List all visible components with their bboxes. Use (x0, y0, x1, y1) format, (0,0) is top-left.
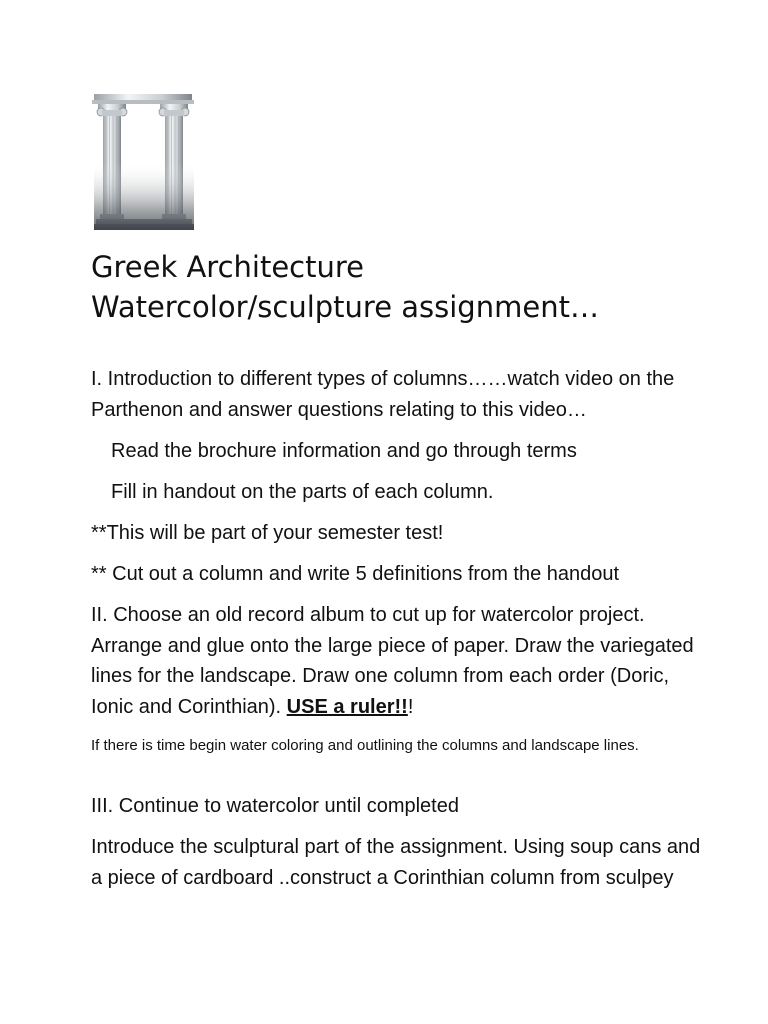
brochure-instruction: Read the brochure information and go through terms (111, 440, 577, 462)
section-1-intro: I. Introduction to different types of columns……watch video on the Parthenon and answer questions relating to this video… (91, 368, 675, 421)
section-2-instructions: II. Choose an old record album to cut up for watercolor project. Arrange and glue onto the large piece of paper. Draw the variegated lines for the landscape. Draw one column from each order (Doric, Ionic and Corinthian). (91, 604, 694, 718)
use-ruler-emphasis: USE a ruler!! (286, 695, 408, 718)
title-line-2: Watercolor/sculpture assignment… (91, 290, 599, 324)
cut-out-column-note: ** Cut out a column and write 5 definitions from the handout (91, 563, 620, 585)
semester-test-note: **This will be part of your semester test! (91, 522, 444, 544)
greek-columns-image (92, 92, 196, 236)
handout-instruction: Fill in handout on the parts of each column. (111, 481, 494, 503)
section-2-text (91, 600, 711, 722)
section-3-text: III. Continue to watercolor until completed (91, 795, 459, 817)
use-ruler-tail: ! (407, 695, 414, 718)
sculpture-instructions: Introduce the sculptural part of the assignment. Using soup cans and a piece of cardboard ..construct a Corinthian column from sculpey (91, 836, 701, 889)
document-title (91, 247, 731, 327)
watercolor-time-note: If there is time begin water coloring and outlining the columns and landscape lines. (91, 737, 639, 754)
title-line-1: Greek Architecture (91, 250, 364, 284)
